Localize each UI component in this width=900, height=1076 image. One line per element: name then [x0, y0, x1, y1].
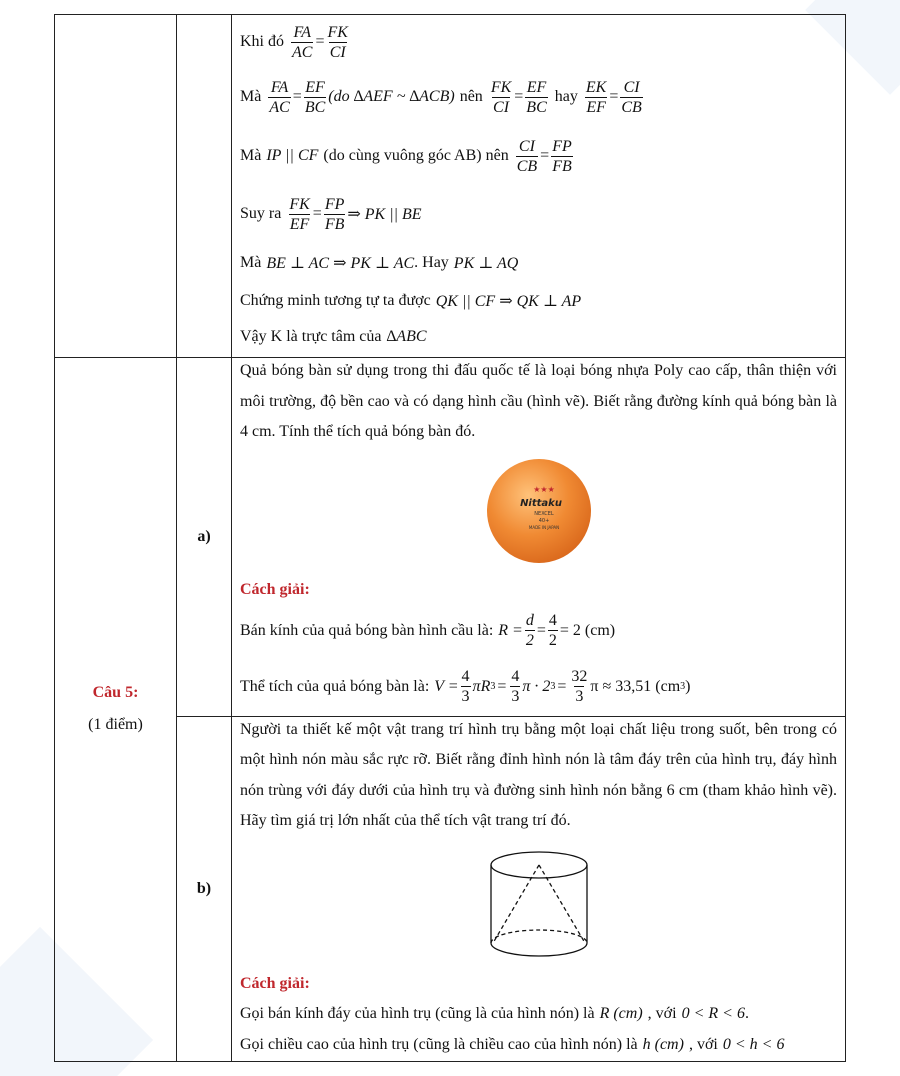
cylinder-cone-diagram [487, 849, 591, 961]
part-b-content [232, 716, 846, 1061]
radius-line: Bán kính của quả bóng bàn hình cầu là: R = $\frac{d}{2}$ = $\frac{4}{2}$ = 2 (cm) [240, 612, 616, 649]
fraction-fk-ci: $\frac{FK}{CI}$ [327, 23, 348, 61]
math-expression: 0 < h < 6 [722, 1035, 785, 1053]
math-expression: πR [472, 677, 491, 695]
math-expression: R = [498, 621, 523, 639]
empty-question-cell [55, 15, 177, 358]
math-expression: 0 < R < 6 [681, 1004, 745, 1022]
cylinder-cone-figure [240, 849, 837, 961]
proof-row [55, 15, 846, 358]
fraction-ci-cb: $\frac{CI}{CB}$ [621, 78, 642, 116]
proof-text: Mà [240, 88, 262, 105]
math-expression: π · 2 [522, 677, 551, 695]
fraction-d-2: $\frac{d}{2}$ [525, 612, 534, 649]
part-a-problem-text: Quả bóng bàn sử dụng trong thi đấu quốc tế là loại bóng nhựa Poly cao cấp, thân thiện với môi trường, độ bền cao và có dạng hình cầu (hình vẽ). Biết rằng đường kính quả bóng bàn là 4 cm. Tính thể tích quả bóng bàn đó. [240, 362, 837, 440]
ping-pong-ball-image [484, 456, 594, 566]
exponent: 3 [490, 681, 496, 692]
part-b-solution-title: Cách giải: [240, 974, 310, 992]
volume-line: Thể tích của quả bóng bàn là: V = $\frac{4}{3}$ πR 3 = $\frac{4}{3}$ π · 2 3 = $\frac{32}{3}$ π ≈ 33,51 (cm 3 ) [240, 668, 691, 705]
question-cell [55, 358, 177, 1062]
part-a-content [232, 358, 846, 717]
part-a-label: a) [197, 527, 211, 545]
proof-text: Mà [240, 147, 262, 164]
part-b-problem-text: Người ta thiết kế một vật trang trí hình trụ bằng một loại chất liệu trong suốt, bên trong có một hình nón màu sắc rực rỡ. Biết rằng đỉnh hình nón là tâm đáy trên của hình trụ, đáy hình nón trùng với đáy dưới của hình trụ và đường sinh hình nón bằng 6 cm (tham khảo hình vẽ). Hãy tìm giá trị lớn nhất của thể tích vật trang trí đó. [240, 720, 837, 829]
fraction-ef-bc: $\frac{EF}{BC}$ [304, 78, 326, 116]
proof-text: Suy ra [240, 205, 282, 222]
exponent: 3 [550, 681, 556, 692]
math-expression: = 2 (cm) [559, 621, 616, 639]
proof-content [232, 15, 846, 358]
solution-text: Gọi bán kính đáy của hình trụ (cũng là của hình nón) là [240, 1004, 595, 1022]
similarity-note: (do ∆AEF ~ ∆ACB) [328, 88, 455, 105]
math-expression: IP || CF [266, 147, 319, 164]
proof-text: . Hay [414, 254, 449, 271]
proof-text: nên [459, 88, 483, 105]
fraction-4-3: $\frac{4}{3}$ [461, 668, 470, 705]
part-a-solution-title: Cách giải: [240, 580, 310, 598]
fraction-fk-ef: $\frac{FK}{EF}$ [289, 195, 310, 233]
fraction-4-2: $\frac{4}{2}$ [548, 612, 557, 649]
question-5-part-a-row [55, 358, 846, 717]
proof-text: hay [554, 88, 578, 105]
math-expression: π ≈ 33,51 (cm [590, 677, 681, 695]
part-b-cell [177, 716, 232, 1061]
math-expression: BE ⊥ AC ⇒ PK ⊥ AC [266, 255, 415, 272]
math-expression: ∆ABC [386, 328, 427, 345]
question-label: Câu 5: [92, 684, 139, 702]
fraction-fa-ac: $\frac{FA}{AC}$ [269, 78, 290, 116]
ball-model: NEXCEL [533, 510, 554, 517]
solution-text: Gọi chiều cao của hình trụ (cũng là chiều cao của hình nón) là [240, 1035, 638, 1053]
question-points: (1 điểm) [88, 716, 143, 734]
math-expression: R (cm) [599, 1004, 643, 1022]
proof-line-1: Khi đó $\frac{FA}{AC}$ = $\frac{FK}{CI}$ [240, 23, 348, 61]
part-b-line-1: Gọi bán kính đáy của hình trụ (cũng là của hình nón) là R (cm) , với 0 < R < 6 . [240, 1004, 749, 1022]
part-a-cell [177, 358, 232, 717]
solution-text: , với [688, 1035, 718, 1053]
fraction-ci-cb: $\frac{CI}{CB}$ [516, 137, 538, 175]
fraction-fa-ac: $\frac{FA}{AC}$ [292, 23, 313, 61]
proof-text: (do cùng vuông góc AB) nên [323, 147, 509, 164]
fraction-ek-ef: $\frac{EK}{EF}$ [585, 78, 607, 116]
ball-stars: ★★★ [532, 484, 555, 494]
fraction-fk-ci: $\frac{FK}{CI}$ [490, 78, 512, 116]
math-expression: h (cm) [642, 1035, 684, 1053]
ball-brand: Nittaku [519, 497, 562, 509]
exponent: 3 [680, 681, 686, 692]
math-expression: PK ⊥ AQ [453, 255, 519, 272]
fraction-fp-fb: $\frac{FP}{FB}$ [552, 137, 572, 175]
proof-line-2: Mà $\frac{FA}{AC}$ = $\frac{EF}{BC}$ (do ∆AEF ~ ∆ACB) nên $\frac{FK}{CI}$ = $\frac{EF}{BC}$ hay $\frac{EK}{EF}$ = $\frac{CI}{CB}$ [240, 78, 642, 116]
solution-table [54, 14, 846, 1062]
empty-part-cell [177, 15, 232, 358]
proof-line-3: Mà IP || CF (do cùng vuông góc AB) nên $\frac{CI}{CB}$ = $\frac{FP}{FB}$ [240, 137, 572, 175]
math-expression: QK || CF ⇒ QK ⊥ AP [435, 293, 582, 310]
fraction-fp-fb: $\frac{FP}{FB}$ [324, 195, 345, 233]
ball-origin: MADE IN JAPAN [528, 524, 559, 530]
proof-text: Vậy K là trực tâm của [240, 328, 382, 345]
part-b-label: b) [196, 879, 212, 897]
fraction-ef-bc: $\frac{EF}{BC}$ [526, 78, 547, 116]
part-b-line-2 [240, 1029, 837, 1061]
proof-text: Chứng minh tương tự ta được [240, 292, 431, 309]
solution-text: , với [647, 1004, 677, 1022]
proof-line-6 [240, 283, 837, 319]
math-expression: V = [434, 677, 459, 695]
radius-text: Bán kính của quả bóng bàn hình cầu là: [240, 621, 494, 639]
proof-text: Mà [240, 254, 262, 271]
proof-text: Khi đó [240, 33, 284, 50]
ball-size: 40+ [538, 517, 549, 524]
fraction-32-3: $\frac{32}{3}$ [571, 668, 588, 705]
fraction-4-3: $\frac{4}{3}$ [511, 668, 520, 705]
volume-text: Thể tích của quả bóng bàn là: [240, 677, 430, 695]
proof-line-4: Suy ra $\frac{FK}{EF}$ = $\frac{FP}{FB}$ ⇒ PK || BE [240, 195, 422, 233]
ping-pong-ball-figure [240, 456, 837, 566]
proof-line-5 [240, 243, 837, 283]
proof-line-7 [240, 319, 837, 355]
math-expression: ⇒ PK || BE [347, 206, 422, 223]
